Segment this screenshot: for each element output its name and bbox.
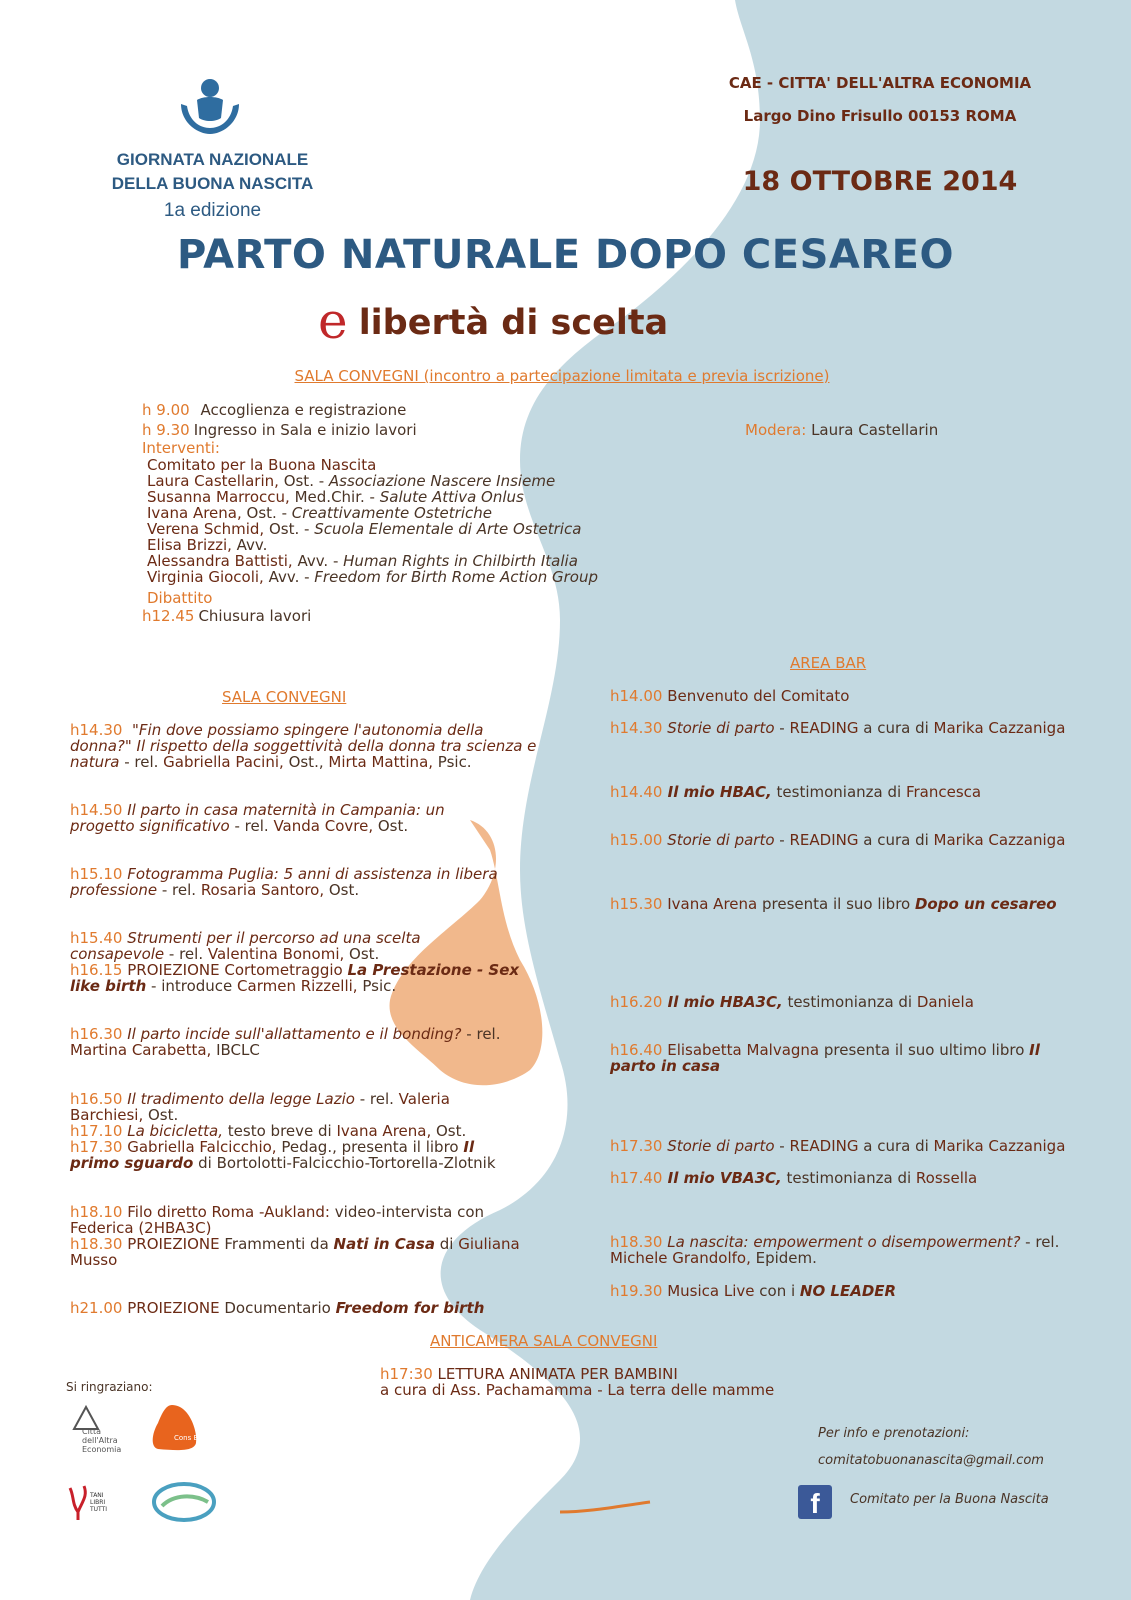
- speaker-org: Creattivamente Ostetriche: [291, 504, 492, 522]
- text: Ost.,: [283, 753, 329, 771]
- speaker-role: Avv. -: [263, 568, 315, 586]
- time: h16.20: [610, 993, 663, 1011]
- text: a cura di: [858, 831, 934, 849]
- text: Ost.: [143, 1106, 179, 1124]
- wave-logo-icon: [150, 1476, 220, 1526]
- program-item: [610, 832, 1070, 848]
- time: h19.30: [610, 1282, 663, 1300]
- time: h18.10: [70, 1203, 123, 1221]
- time: h14.00: [610, 687, 663, 705]
- time: h18.30: [610, 1233, 663, 1251]
- time: h16.50: [70, 1090, 123, 1108]
- text: Psic.: [433, 753, 472, 771]
- text: a cura di: [858, 1137, 934, 1155]
- text: - rel.: [354, 1090, 399, 1108]
- speaker-name: Virginia Giocoli,: [147, 568, 264, 586]
- text: Psic.: [357, 977, 397, 995]
- speaker: [147, 569, 598, 585]
- speaker-role: Avv.: [231, 536, 268, 554]
- speaker: Filo diretto Roma -Aukland:: [127, 1203, 330, 1221]
- time: h16.40: [610, 1041, 663, 1059]
- event-title-1: GIORNATA NAZIONALE: [116, 150, 309, 169]
- title: Il mio HBAC,: [662, 783, 772, 801]
- speaker: Martina Carabetta,: [70, 1041, 212, 1059]
- speaker-org: Freedom for Birth Rome Action Group: [314, 568, 599, 586]
- time: h17.10: [70, 1122, 123, 1140]
- speaker-org: Associazione Nascere Insieme: [328, 472, 556, 490]
- moderator: [745, 422, 938, 438]
- title: Il mio VBA3C,: [662, 1169, 782, 1187]
- projection-label: PROIEZIONE: [122, 1299, 220, 1317]
- title: Il parto in casa maternità in Campania: un progetto significativo: [70, 801, 445, 835]
- program-item: [70, 722, 540, 770]
- time: h17.40: [610, 1169, 663, 1187]
- speaker: Vanda Covre,: [273, 817, 374, 835]
- speaker-role: Ost. -: [241, 504, 292, 522]
- title: Il parto in casa: [610, 1041, 1040, 1075]
- time: h14.40: [610, 783, 663, 801]
- text: video-intervista con: [330, 1203, 485, 1221]
- title: Storie di parto: [662, 831, 775, 849]
- program-item: [70, 866, 510, 898]
- title: Strumenti per il percorso ad una scelta consapevole: [70, 929, 421, 963]
- speaker: [147, 537, 598, 553]
- time: h15.40: [70, 929, 123, 947]
- speaker-org: Human Rights in Chilbirth Italia: [343, 552, 578, 570]
- text: presenta il suo ultimo libro: [819, 1041, 1030, 1059]
- program-item: [610, 1283, 1070, 1299]
- text: Pedag., presenta il libro: [276, 1138, 464, 1156]
- logo-consboario: [150, 1403, 230, 1453]
- title: La bicicletta,: [127, 1122, 224, 1140]
- time: h14.30: [610, 719, 663, 737]
- text: Ost.: [431, 1122, 467, 1140]
- program-item: [610, 1170, 1070, 1186]
- text: di: [434, 1235, 459, 1253]
- event-title-2: DELLA BUONA NASCITA: [111, 174, 314, 193]
- program-item: [610, 1042, 1070, 1074]
- venue-address: Largo Dino Frisullo 00153 ROMA: [743, 107, 1017, 125]
- title: Dopo un cesareo: [914, 895, 1057, 913]
- subtitle: [318, 292, 818, 350]
- time: h17.30: [70, 1138, 123, 1156]
- title: Il primo sguardo: [70, 1138, 475, 1172]
- program-item: [70, 930, 500, 962]
- speaker-role: Ost. -: [278, 472, 329, 490]
- program-item: [610, 1138, 1070, 1154]
- speaker: Marika Cazzaniga: [933, 1137, 1066, 1155]
- text: testimonianza di: [782, 993, 917, 1011]
- morning-close: [142, 608, 311, 624]
- speaker: [147, 521, 598, 537]
- program-item: [610, 720, 1070, 736]
- program-item: [610, 994, 1070, 1010]
- title: Il mio HBA3C,: [662, 993, 783, 1011]
- text: Chiusura lavori: [198, 607, 312, 625]
- text: - rel.: [1020, 1233, 1060, 1251]
- speaker: Mirta Mattina,: [328, 753, 434, 771]
- speaker: Michele Grandolfo,: [610, 1249, 751, 1267]
- time: h21.00: [70, 1299, 123, 1317]
- speaker-role: Ost. -: [264, 520, 315, 538]
- program-item: [610, 1234, 1070, 1266]
- time: h 9.00: [142, 401, 190, 419]
- speaker-name: Susanna Marroccu,: [147, 488, 290, 506]
- logo-wave: [150, 1476, 220, 1526]
- speaker: Daniela: [916, 993, 974, 1011]
- speaker: Rossella: [915, 1169, 978, 1187]
- reading-label: READING: [789, 1137, 859, 1155]
- text: - rel.: [229, 817, 274, 835]
- speaker: Francesca: [905, 783, 982, 801]
- program-item: [610, 896, 1070, 912]
- subtitle-rest: libertà di scelta: [358, 303, 669, 343]
- title: La nascita: empowerment o disempowerment?: [662, 1233, 1021, 1251]
- consboario-logo-icon: [150, 1403, 230, 1453]
- program-item: [70, 1236, 520, 1268]
- time: h14.30: [70, 721, 123, 739]
- reading-label: READING: [789, 831, 859, 849]
- text: -: [774, 1137, 790, 1155]
- text: testimonianza di: [771, 783, 906, 801]
- text: Musica Live: [662, 1282, 755, 1300]
- event-date: 18 OTTOBRE 2014: [742, 166, 1018, 197]
- program-item: [610, 784, 1070, 800]
- morning-section-title: SALA CONVEGNI (incontro a partecipazione limitata e previa iscrizione): [294, 367, 830, 385]
- morning-item-1: [142, 402, 406, 418]
- title: Freedom for birth: [335, 1299, 485, 1317]
- speaker: [147, 553, 598, 569]
- program-item: [610, 688, 1070, 704]
- anticamera-item: [380, 1366, 810, 1398]
- time: h15.00: [610, 831, 663, 849]
- speaker: Rosaria Santoro,: [200, 881, 325, 899]
- text: - rel.: [164, 945, 208, 963]
- text: Ost.: [373, 817, 409, 835]
- title: "Fin dove possiamo spingere l'autonomia della donna?" Il rispetto della soggettività della donna tra scienza e natura: [70, 721, 537, 771]
- program-item: [70, 1026, 520, 1058]
- title: Storie di parto: [662, 719, 775, 737]
- speaker: [147, 489, 598, 505]
- time: h16.30: [70, 1025, 123, 1043]
- title: Nati in Casa: [333, 1235, 435, 1253]
- speaker-org: Scuola Elementale di Arte Ostetrica: [314, 520, 582, 538]
- facebook-page-name[interactable]: Comitato per la Buona Nascita: [850, 1492, 1049, 1507]
- text: -: [774, 831, 790, 849]
- time: h16.15: [70, 961, 123, 979]
- logo-cae-text: Città dell'Altra Economia: [82, 1427, 122, 1454]
- time: h15.10: [70, 865, 123, 883]
- speaker: Valeria Barchiesi,: [70, 1090, 450, 1124]
- speaker-name: Comitato per la Buona Nascita: [147, 456, 377, 474]
- speaker: Giuliana Musso: [70, 1235, 520, 1269]
- time: h14.50: [70, 801, 123, 819]
- text: a cura di: [858, 719, 934, 737]
- speaker: Gabriella Falcicchio,: [127, 1138, 277, 1156]
- title: Il tradimento della legge Lazio: [127, 1090, 355, 1108]
- venue-name: CAE - CITTA' DELL'ALTRA ECONOMIA: [728, 74, 1032, 92]
- morning-item-2: [142, 422, 417, 438]
- speaker: [147, 505, 598, 521]
- title: Fotogramma Puglia: 5 anni di assistenza in libera professione: [70, 865, 498, 899]
- main-title: PARTO NATURALE DOPO CESAREO: [177, 232, 954, 278]
- speaker: Ivana Arena,: [336, 1122, 432, 1140]
- text: - introduce: [146, 977, 238, 995]
- speaker: [147, 473, 598, 489]
- text: presenta il suo libro: [757, 895, 915, 913]
- dibattito-label: Dibattito: [147, 589, 213, 607]
- anticamera-section-title: ANTICAMERA SALA CONVEGNI: [430, 1332, 658, 1350]
- subtitle: a cura di Ass. Pachamamma - La terra delle mamme: [380, 1381, 775, 1399]
- program-item: [70, 1139, 520, 1171]
- title: LETTURA ANIMATA PER BAMBINI: [432, 1365, 678, 1383]
- text: Epidem.: [750, 1249, 817, 1267]
- text: -: [774, 719, 790, 737]
- thanks-label: Si ringraziano:: [66, 1380, 153, 1394]
- text: Frammenti da: [219, 1235, 334, 1253]
- text: Benvenuto del Comitato: [662, 687, 850, 705]
- speaker-name: Alessandra Battisti,: [147, 552, 293, 570]
- logo-cae: [68, 1403, 128, 1457]
- speaker: Elisabetta Malvagna: [662, 1041, 820, 1059]
- title: La Prestazione - Sex like birth: [70, 961, 520, 995]
- text: IBCLC: [211, 1041, 260, 1059]
- text: - rel.: [461, 1025, 501, 1043]
- contact-email[interactable]: comitatobuonanascita@gmail.com: [818, 1453, 1044, 1468]
- speaker: Marika Cazzaniga: [933, 719, 1066, 737]
- speaker: Gabriella Pacini,: [163, 753, 284, 771]
- text: Documentario: [219, 1299, 336, 1317]
- time: h17:30: [380, 1365, 433, 1383]
- text: Ingresso in Sala e inizio lavori: [193, 421, 417, 439]
- left-section-title: SALA CONVEGNI: [222, 688, 347, 706]
- projection-label: PROIEZIONE: [122, 1235, 220, 1253]
- mother-child-logo: [175, 70, 245, 142]
- speaker-name: Verena Schmid,: [147, 520, 265, 538]
- speaker: Ivana Arena: [662, 895, 758, 913]
- time: h17.30: [610, 1137, 663, 1155]
- reading-label: READING: [789, 719, 859, 737]
- text: Ost.: [344, 945, 380, 963]
- program-item: [70, 1123, 540, 1139]
- subtitle-e: e: [318, 292, 348, 350]
- logo-consboario-text: Cons BOARIO: [174, 1434, 221, 1442]
- moderator-name: Laura Castellarin: [811, 421, 939, 439]
- speaker: Valentina Bonomi,: [207, 945, 345, 963]
- speaker-role: Avv. -: [292, 552, 344, 570]
- program-item: [70, 962, 540, 994]
- facebook-icon[interactable]: f: [798, 1485, 832, 1519]
- time: h 9.30: [142, 421, 190, 439]
- speaker: [147, 457, 598, 473]
- speaker-name: Elisa Brizzi,: [147, 536, 232, 554]
- speaker-org: Salute Attiva Onlus: [379, 488, 524, 506]
- text: - rel.: [119, 753, 164, 771]
- text: Ost.: [324, 881, 360, 899]
- text: - rel.: [157, 881, 201, 899]
- logo-tani-text: TANI LIBRI TUTTI: [90, 1492, 108, 1513]
- speaker-name: Ivana Arena,: [147, 504, 242, 522]
- edition-label: 1a edizione: [163, 200, 262, 221]
- text: Cortometraggio: [219, 961, 348, 979]
- text: Accoglienza e registrazione: [200, 401, 407, 419]
- projection-label: PROIEZIONE: [122, 961, 220, 979]
- text: testimonianza di: [781, 1169, 916, 1187]
- program-item: [70, 1300, 520, 1316]
- right-section-title: AREA BAR: [790, 654, 867, 672]
- title: NO LEADER: [799, 1282, 897, 1300]
- info-label: Per info e prenotazioni:: [818, 1426, 970, 1441]
- text: di Bortolotti-Falcicchio-Tortorella-Zlotnik: [193, 1154, 496, 1172]
- title: Storie di parto: [662, 1137, 775, 1155]
- time: h12.45: [142, 607, 195, 625]
- logo-tani: [66, 1482, 114, 1522]
- time: h18.30: [70, 1235, 123, 1253]
- speaker: Federica (2HBA3C): [70, 1219, 212, 1237]
- speaker-role: Med.Chir. -: [289, 488, 380, 506]
- moderator-label: Modera:: [745, 421, 807, 439]
- speaker-name: Laura Castellarin,: [147, 472, 279, 490]
- program-item: [70, 1204, 520, 1236]
- mother-child-icon: [175, 70, 245, 142]
- speaker: Marika Cazzaniga: [933, 831, 1066, 849]
- speaker-list: [147, 457, 598, 585]
- interventi-label: Interventi:: [142, 439, 220, 457]
- speaker: Carmen Rizzelli,: [237, 977, 358, 995]
- title: Il parto incide sull'allattamento e il bonding?: [127, 1025, 462, 1043]
- text: con i: [754, 1282, 800, 1300]
- program-item: [70, 1091, 500, 1123]
- time: h15.30: [610, 895, 663, 913]
- text: testo breve di: [223, 1122, 337, 1140]
- program-item: [70, 802, 510, 834]
